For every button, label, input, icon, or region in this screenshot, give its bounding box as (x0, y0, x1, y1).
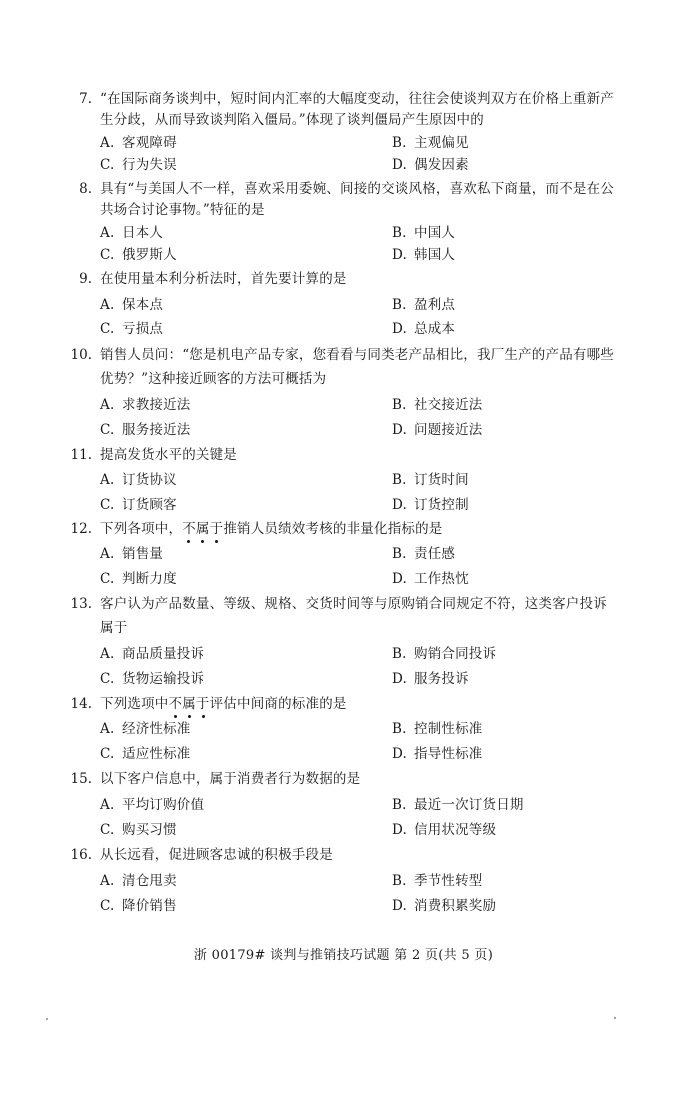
option-b (392, 645, 496, 663)
option-letter: D. (392, 822, 408, 838)
option-text: 订货顾客 (122, 497, 177, 513)
option-letter: B. (392, 397, 407, 413)
option-letter: C. (100, 671, 115, 687)
option-text: 最近一次订货日期 (414, 797, 524, 813)
option-letter: D. (392, 497, 408, 513)
option-text: 销售量 (122, 546, 164, 562)
emphasis-dot (187, 540, 190, 543)
option-d (392, 821, 496, 839)
option-letter: B. (392, 646, 407, 662)
option-text: 指导性标准 (414, 746, 483, 762)
question-text-line: 生分歧，从而导致谈判陷入僵局。”体现了谈判僵局产生原因中的 (100, 112, 484, 128)
option-letter: B. (392, 225, 407, 241)
question-text-segment: 下列选项中 (100, 696, 169, 712)
option-text: 服务投诉 (414, 671, 469, 687)
option-text: 亏损点 (122, 321, 164, 337)
option-letter: B. (392, 546, 407, 562)
question-text-line (100, 695, 347, 713)
option-letter: A. (100, 873, 115, 889)
question-text-line: 销售人员问：“您是机电产品专家，您看看与同类老产品相比，我厂生产的产品有哪些 (100, 347, 615, 363)
option-a (100, 224, 163, 242)
option-b (392, 224, 455, 242)
option-c (100, 745, 191, 763)
option-letter: C. (100, 422, 115, 438)
option-text: 工作热忱 (414, 571, 469, 587)
question-text-line: 在使用量本利分析法时，首先要计算的是 (100, 271, 347, 287)
option-text: 经济性标准 (122, 721, 191, 737)
emphasized-text (182, 520, 223, 538)
option-text: 平均订购价值 (122, 797, 205, 813)
question-text-line (100, 520, 443, 538)
scan-speck (614, 1017, 616, 1019)
option-text: 问题接近法 (414, 422, 483, 438)
option-text: 季节性转型 (414, 873, 483, 889)
option-text: 清仓甩卖 (122, 873, 177, 889)
question-number: 15. (70, 771, 92, 787)
option-letter: A. (100, 797, 115, 813)
option-text: 行为失误 (122, 157, 177, 173)
question-text-line: 具有“与美国人不一样，喜欢采用委婉、间接的交谈风格，喜欢私下商量，而不是在公 (100, 181, 615, 197)
option-letter: D. (392, 247, 408, 263)
option-letter: C. (100, 822, 115, 838)
option-letter: A. (100, 546, 115, 562)
option-b (392, 471, 469, 489)
option-c (100, 421, 191, 439)
emphasized-text-chars: 不属于 (182, 521, 224, 537)
option-text: 购买习惯 (122, 822, 177, 838)
question-number: 16. (70, 847, 92, 863)
option-a (100, 872, 177, 890)
emphasis-dot (215, 540, 218, 543)
option-letter: D. (392, 746, 408, 762)
option-d (392, 320, 455, 338)
question-text-segment: 评估中间商的标准的是 (209, 696, 347, 712)
option-text: 主观偏见 (414, 135, 469, 151)
option-b (392, 720, 483, 738)
emphasis-dot (188, 715, 191, 718)
option-text: 适应性标准 (122, 746, 191, 762)
option-a (100, 396, 191, 414)
option-d (392, 156, 469, 174)
option-text: 日本人 (122, 225, 164, 241)
option-letter: C. (100, 898, 115, 914)
option-c (100, 821, 177, 839)
option-letter: D. (392, 571, 408, 587)
question-text-line: 共场合讨论事物。”特征的是 (100, 202, 265, 218)
option-letter: B. (392, 472, 407, 488)
option-letter: C. (100, 247, 115, 263)
option-d (392, 246, 455, 264)
option-letter: A. (100, 297, 115, 313)
option-text: 中国人 (414, 225, 456, 241)
option-letter: A. (100, 721, 115, 737)
option-a (100, 720, 191, 738)
option-letter: D. (392, 671, 408, 687)
option-text: 俄罗斯人 (122, 247, 177, 263)
option-letter: D. (392, 898, 408, 914)
option-c (100, 897, 177, 915)
option-letter: C. (100, 746, 115, 762)
option-d (392, 570, 469, 588)
option-letter: B. (392, 721, 407, 737)
option-text: 保本点 (122, 297, 164, 313)
question-text-line: 优势？”这种接近顾客的方法可概括为 (100, 371, 327, 387)
option-text: 求教接近法 (122, 397, 191, 413)
question-number: 14. (70, 696, 92, 712)
option-text: 订货控制 (414, 497, 469, 513)
option-text: 判断力度 (122, 571, 177, 587)
option-b (392, 296, 455, 314)
question-number: 8. (79, 181, 92, 197)
question-number: 9. (79, 271, 92, 287)
option-text: 社交接近法 (414, 397, 483, 413)
option-b (392, 545, 455, 563)
option-text: 责任感 (414, 546, 456, 562)
option-letter: A. (100, 397, 115, 413)
option-a (100, 796, 204, 814)
option-text: 韩国人 (414, 247, 456, 263)
option-a (100, 134, 177, 152)
option-d (392, 496, 469, 514)
option-b (392, 796, 524, 814)
option-text: 服务接近法 (122, 422, 191, 438)
option-text: 货物运输投诉 (122, 671, 205, 687)
option-a (100, 471, 177, 489)
option-text: 订货协议 (122, 472, 177, 488)
option-d (392, 670, 469, 688)
option-c (100, 570, 177, 588)
question-number: 12. (70, 521, 92, 537)
option-a (100, 645, 204, 663)
option-c (100, 670, 204, 688)
emphasized-text-chars: 不属于 (168, 696, 210, 712)
question-number: 11. (70, 447, 92, 463)
option-letter: C. (100, 571, 115, 587)
option-a (100, 296, 163, 314)
option-d (392, 745, 483, 763)
option-letter: D. (392, 157, 408, 173)
option-c (100, 156, 177, 174)
option-letter: B. (392, 135, 407, 151)
option-text: 控制性标准 (414, 721, 483, 737)
option-text: 订货时间 (414, 472, 469, 488)
option-letter: C. (100, 497, 115, 513)
option-letter: B. (392, 797, 407, 813)
emphasized-text (169, 695, 210, 713)
question-text-segment: 下列各项中， (100, 521, 183, 537)
option-letter: A. (100, 225, 115, 241)
option-text: 消费积累奖励 (414, 898, 497, 914)
option-letter: A. (100, 472, 115, 488)
question-text-line: 从长远看，促进顾客忠诚的积极手段是 (100, 847, 333, 863)
option-text: 总成本 (414, 321, 456, 337)
option-letter: B. (392, 873, 407, 889)
emphasis-dot (201, 540, 204, 543)
option-letter: A. (100, 135, 115, 151)
option-text: 购销合同投诉 (414, 646, 497, 662)
option-b (392, 872, 483, 890)
option-c (100, 246, 177, 264)
emphasis-dot (174, 715, 177, 718)
option-b (392, 134, 469, 152)
question-number: 10. (70, 347, 92, 363)
option-d (392, 421, 483, 439)
option-text: 偶发因素 (414, 157, 469, 173)
question-number: 7. (79, 91, 92, 107)
question-text-line: “在国际商务谈判中，短时间内汇率的大幅度变动，往往会使谈判双方在价格上重新产 (100, 91, 615, 107)
option-text: 客观障碍 (122, 135, 177, 151)
option-text: 商品质量投诉 (122, 646, 205, 662)
emphasis-dot (202, 715, 205, 718)
option-letter: B. (392, 297, 407, 313)
option-d (392, 897, 496, 915)
option-letter: D. (392, 321, 408, 337)
option-c (100, 496, 177, 514)
question-text-line: 提高发货水平的关键是 (100, 447, 237, 463)
page-footer: 浙 00179# 谈判与推销技巧试题 第 2 页(共 5 页) (193, 948, 494, 963)
option-a (100, 545, 163, 563)
question-text-segment: 推销人员绩效考核的非量化指标的是 (223, 521, 443, 537)
scan-speck (46, 1018, 48, 1020)
option-letter: D. (392, 422, 408, 438)
question-number: 13. (70, 596, 92, 612)
option-text: 降价销售 (122, 898, 177, 914)
question-text-line: 客户认为产品数量、等级、规格、交货时间等与原购销合同规定不符，这类客户投诉 (100, 596, 607, 612)
option-text: 信用状况等级 (414, 822, 497, 838)
question-text-line: 以下客户信息中，属于消费者行为数据的是 (100, 771, 361, 787)
option-letter: C. (100, 157, 115, 173)
option-b (392, 396, 483, 414)
question-text-line: 属于 (100, 620, 128, 636)
option-letter: C. (100, 321, 115, 337)
option-text: 盈利点 (414, 297, 456, 313)
option-letter: A. (100, 646, 115, 662)
option-c (100, 320, 163, 338)
